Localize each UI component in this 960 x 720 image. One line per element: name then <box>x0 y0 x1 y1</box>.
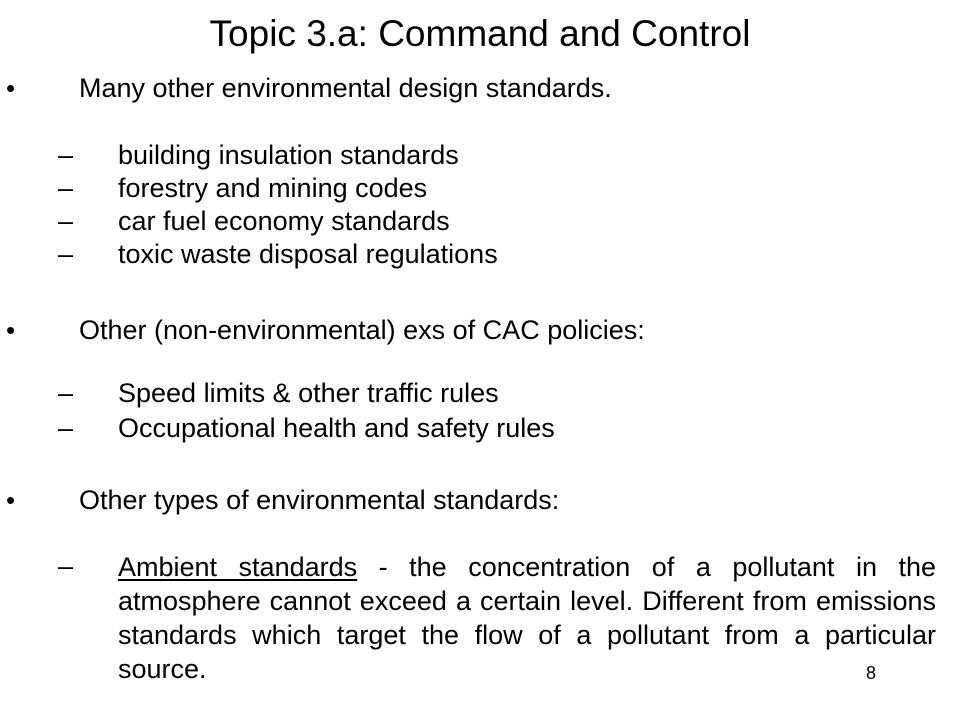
bullet-text: Other (non-environmental) exs of CAC policies: <box>79 315 645 345</box>
bullet-marker: • <box>6 73 16 103</box>
bullet-marker: • <box>6 485 16 515</box>
dash-marker: – <box>58 551 74 581</box>
bullet-text: Other types of environmental standards: <box>79 485 560 515</box>
bullet-marker: • <box>6 315 16 345</box>
sub-item-text: Speed limits & other traffic rules <box>118 378 499 408</box>
sub-item <box>0 139 960 173</box>
ambient-definition: - the concentration of a pollutant in the atmosphere cannot exceed a certain level. Different from emissions standards which target the flow of a pollutant from a particular source. <box>118 552 937 684</box>
bullet-text: Many other environmental design standards. <box>79 73 612 103</box>
bullet-standard-types <box>0 482 960 522</box>
sub-item <box>0 205 960 239</box>
sub-item <box>0 377 960 411</box>
dash-marker: – <box>58 413 74 443</box>
sub-item <box>0 238 960 272</box>
dash-marker: – <box>58 206 74 236</box>
sub-item-ambient-standards <box>0 550 960 690</box>
dash-marker: – <box>58 173 74 203</box>
sub-item-text: toxic waste disposal regulations <box>118 239 498 269</box>
bullet-design-standards <box>0 70 960 110</box>
sub-item-text: car fuel economy standards <box>118 206 450 236</box>
sub-item-text: forestry and mining codes <box>118 173 428 203</box>
sub-item <box>0 412 960 446</box>
sub-item-text: Occupational health and safety rules <box>118 413 555 443</box>
slide-title: Topic 3.a: Command and Control <box>209 13 751 54</box>
dash-marker: – <box>58 140 74 170</box>
sub-item <box>0 172 960 206</box>
dash-marker: – <box>58 239 74 269</box>
dash-marker: – <box>58 378 74 408</box>
ambient-paragraph <box>118 550 936 686</box>
sub-item-text: building insulation standards <box>118 140 459 170</box>
ambient-term: Ambient standards <box>118 552 358 582</box>
bullet-cac-policies <box>0 312 960 352</box>
page-number: 8 <box>866 663 877 683</box>
